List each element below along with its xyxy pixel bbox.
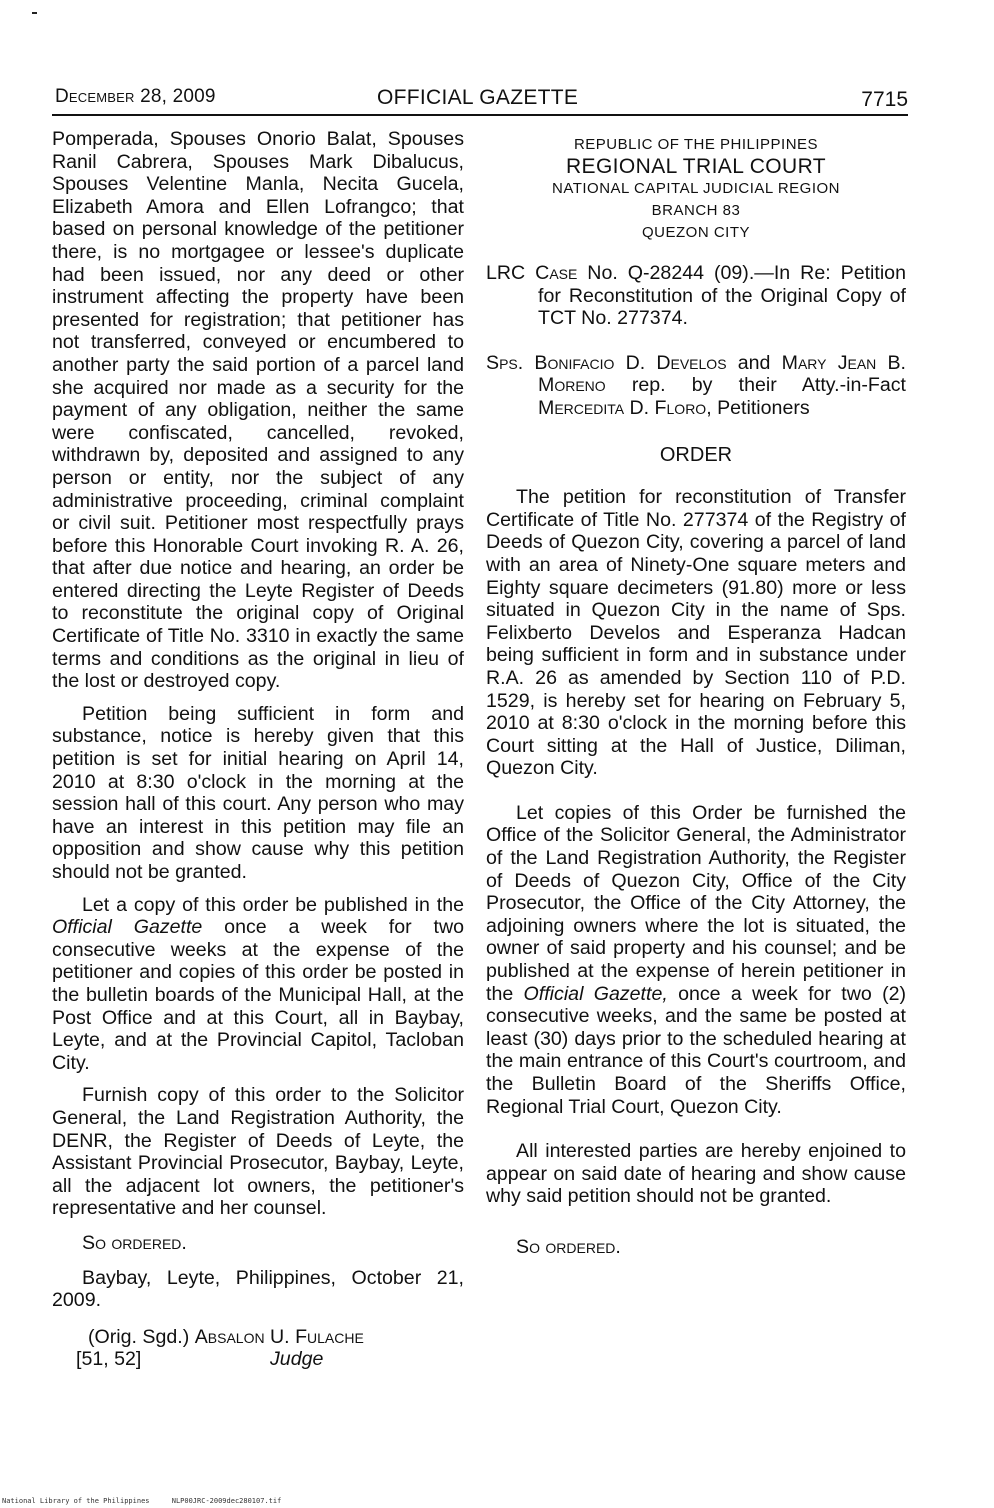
signed-prefix: (Orig. Sgd.) <box>88 1325 190 1348</box>
case-caption <box>486 262 906 330</box>
court-line-2: REGIONAL TRIAL COURT <box>565 155 827 178</box>
right-para-2 <box>486 802 906 1118</box>
left-para-3 <box>52 894 464 1075</box>
right-para-3: All interested parties are hereby enjoined to appear on said date of hearing and show cause why said petition should not be granted. <box>486 1140 906 1208</box>
scan-footer <box>2 1497 299 1505</box>
publication-name: Official Gazette <box>52 916 203 939</box>
signatory-title: Judge <box>270 1348 324 1371</box>
footer-library: National Library of the Philippines <box>2 1497 150 1505</box>
left-so-ordered: So ordered. <box>82 1231 187 1254</box>
parties-sps: Sps. <box>486 351 524 374</box>
publication-ref: [51, 52] <box>76 1348 142 1371</box>
parties-rep: rep. by their Atty.-in-Fact <box>605 374 906 397</box>
footer-file: NLP00JRC-2009dec280107.tif <box>171 1497 282 1505</box>
party-name-3: Mercedita D. Floro <box>538 396 707 419</box>
signature-line <box>88 1326 464 1349</box>
case-label: LRC Case <box>486 262 578 284</box>
signature-ref-line <box>76 1348 464 1371</box>
party-name-2a: Mary Jean <box>781 351 877 374</box>
parties-and: and <box>726 351 782 374</box>
court-heading <box>486 134 906 244</box>
party-name-1: Bonifacio D. Develos <box>534 351 727 374</box>
left-para-1: Pomperada, Spouses Onorio Balat, Spouses Ranil Cabrera, Spouses Mark Dibalucus, Spouses Velentine Manla, Necita Gucela, Elizabeth Amora and Ellen Lofrangco; that based on personal knowledge of the petitioner there, is no mortgagee or lessee's duplicate had been issued, nor any deed or other instrument affecting the property have been presented for registration; that petitioner has not transferred, conveyed or encumbered to another party the said portion of a parcel land she acquired nor made as a security for the payment of any obligation, neither the same were confiscated, cancelled, revoked, withdrawn by, deposited and assigned to any person or entity, nor the subject of any administrative proceeding, criminal complaint or civil suit. Petitioner most respectfully prays before this Honorable Court invoking R. A. 26, that after due notice and hearing, an order be entered directing the Leyte Register of Deeds to reconstitute the original copy of Original Certificate of Title No. 3310 in exactly the same terms and conditions as the original in lieu of the lost or destroyed copy. <box>52 128 464 693</box>
left-para-3-pre: Let a copy of this order be published in the <box>82 893 464 916</box>
left-signature-block <box>52 1326 464 1371</box>
parties <box>486 352 906 420</box>
parties-end: , Petitioners <box>706 396 810 419</box>
court-line-4: BRANCH 83 <box>651 202 741 219</box>
left-place-date: Baybay, Leyte, Philippines, October 21, 2009. <box>52 1266 464 1312</box>
right-para-1: The petition for reconstitution of Transfer Certificate of Title No. 277374 of the Registry of Deeds of Quezon City, covering a parcel of land with an area of Ninety-One square meters and Eighty square decimeters (91.80) more or less situated in Quezon City in the name of Sps. Felixberto Develos and Esperanza Hadcan being sufficient in form and in substance under R.A. 26 as amended by Section 110 of P.D. 1529, is hereby set for hearing on February 5, 2010 at 8:30 o'clock in the morning before this Court sitting at the Hall of Justice, Diliman, Quezon City. <box>486 486 906 780</box>
scan-speck <box>32 12 37 14</box>
case-text: No. Q-28244 (09).—In Re: Petition for Reconstitution of the Original Copy of TCT No. 277374. <box>538 262 906 330</box>
left-column <box>52 128 464 1371</box>
header-rule <box>52 114 908 116</box>
left-para-4: Furnish copy of this order to the Solicitor General, the Land Registration Authority, the DENR, the Register of Deeds of Leyte, the Assistant Provincial Prosecutor, Baybay, Leyte, all the adjacent lot owners, the petitioner's representative and her counsel. <box>52 1084 464 1220</box>
page-number: 7715 <box>861 88 908 111</box>
court-line-5: QUEZON CITY <box>641 224 750 241</box>
court-line-3: NATIONAL CAPITAL JUDICIAL REGION <box>552 180 840 197</box>
right-para-2-pre: Let copies of this Order be furnished the Office of the Solicitor General, the Administrator of the Land Registration Authority, the Register of Deeds of Quezon City, Office of the City Prosecutor, the Office of the City Attorney, the adjoining owners where the lot is situated, the owner of said property and his counsel; and be published at the expense of herein petitioner in the <box>486 801 906 1005</box>
party-name-2b: B. Moreno <box>538 351 906 397</box>
right-column <box>486 128 906 1259</box>
right-so-ordered: So ordered. <box>516 1235 621 1258</box>
court-line-1: REPUBLIC OF THE PHILIPPINES <box>573 136 819 153</box>
right-para-2-post: once a week for two (2) consecutive weeks, and the same be posted at least (30) days prior to the scheduled hearing at the main entrance of this Court's courtroom, and the Bulletin Board of the Sheriffs Office, Regional Trial Court, Quezon City. <box>486 982 907 1118</box>
header-date: December 28, 2009 <box>55 86 216 107</box>
left-para-3-post: once a week for two consecutive weeks at the expense of the petitioner and copies of this order be posted in the bulletin boards of the Municipal Hall, at the Post Office and at this Court, all in Baybay, Leyte, and at the Provincial Capitol, Tacloban City. <box>52 916 464 1074</box>
order-title: ORDER <box>659 443 733 466</box>
page-header <box>55 84 908 114</box>
signatory-name: Absalon U. Fulache <box>194 1325 364 1348</box>
left-para-2: Petition being sufficient in form and substance, notice is hereby given that this petition is set for initial hearing on April 14, 2010 at 8:30 o'clock in the morning at the session hall of this court. Any person who may have an interest in this petition may file an opposition and show cause why this petition should not be granted. <box>52 702 464 883</box>
header-publication: OFFICIAL GAZETTE <box>377 86 579 109</box>
publication-name-2: Official Gazette, <box>523 982 668 1005</box>
